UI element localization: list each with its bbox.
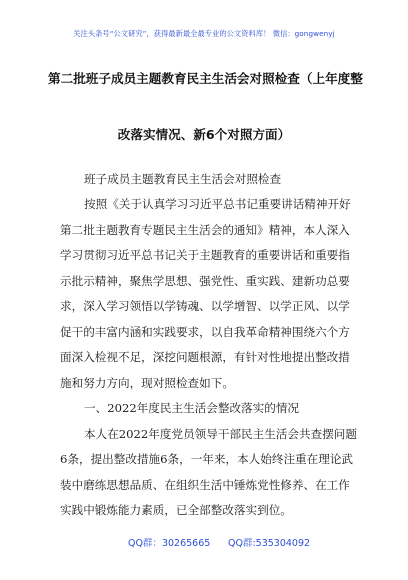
footer-qq-group-2: QQ群:535304092	[228, 538, 311, 549]
section-heading: 一、2022年度民主生活会整改落实的情况	[84, 401, 300, 415]
body-paragraph-line: 学习贯彻习近平总书记关于主题教育的重要讲话和重要指	[60, 248, 350, 262]
body-paragraph-line: 面深入检视不足，深挖问题根源，有针对性地提出整改措	[60, 350, 350, 364]
body-paragraph-line: 按照《关于认真学习习近平总书记重要讲话精神开好	[84, 197, 351, 211]
body-paragraph-line: 示批示精神，聚焦学思想、强党性、重实践、建新功总要	[60, 274, 350, 288]
footer-qq-group-1: QQ群：30265665	[128, 538, 211, 549]
document-title-line-1: 第二批班子成员主题教育民主生活会对照检查（上年度整	[48, 71, 363, 86]
body-subtitle: 班子成员主题教育民主生活会对照检查	[84, 172, 282, 186]
body-paragraph-line: 本人在2022年度党员领导干部民主生活会共查摆问题	[84, 427, 357, 441]
body-paragraph-line: 促干的丰富内涵和实践要求，以自我革命精神围绕六个方	[60, 325, 350, 339]
body-paragraph-line: 6条，提出整改措施6条，一年来，本人始终注重在理论武	[60, 452, 354, 466]
body-paragraph-line: 第二批主题教育专题民主生活会的通知》精神，本人深入	[60, 223, 350, 237]
body-paragraph-line: 求，深入学习领悟以学铸魂、以学增智、以学正风、以学	[60, 299, 350, 313]
header-promo-note: 关注头条号“公文研究”，获得最新最全最专业的公文资料库！ 微信：gongwenyj	[73, 29, 335, 38]
document-title-line-2: 改落实情况、新6个对照方面）	[117, 127, 291, 142]
body-paragraph-line: 实践中锻炼能力素质，已全部整改落实到位。	[60, 503, 292, 517]
body-paragraph-line: 施和努力方向，现对照检查如下。	[60, 376, 234, 390]
body-paragraph-line: 装中磨练思想品质、在组织生活中锤炼党性修养、在工作	[60, 478, 350, 492]
